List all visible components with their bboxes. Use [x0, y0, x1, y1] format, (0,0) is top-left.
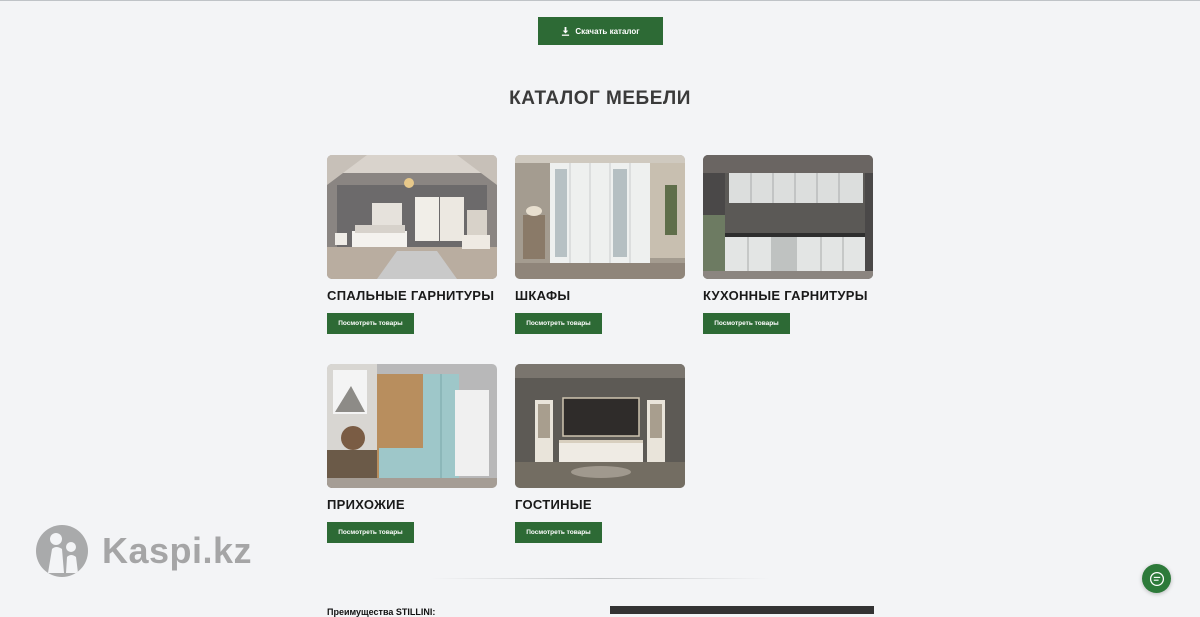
catalog-card-hallways — [327, 364, 497, 543]
wardrobe-photo[interactable] — [515, 155, 685, 279]
bedroom-photo[interactable] — [327, 155, 497, 279]
card-title: КУХОННЫЕ ГАРНИТУРЫ — [703, 288, 868, 303]
download-catalog-button[interactable] — [538, 17, 663, 45]
section-divider — [430, 578, 770, 579]
catalog-card-kitchens — [703, 155, 873, 334]
advantages-heading: Преимущества STILLINI: — [327, 607, 436, 617]
chat-icon — [1149, 571, 1165, 587]
card-title: ПРИХОЖИЕ — [327, 497, 405, 512]
catalog-card-living-rooms — [515, 364, 685, 543]
hallway-photo[interactable] — [327, 364, 497, 488]
dark-banner — [610, 606, 874, 614]
card-title: ГОСТИНЫЕ — [515, 497, 592, 512]
kaspi-watermark-text: Kaspi.kz — [102, 530, 253, 571]
chat-button[interactable] — [1142, 564, 1171, 593]
view-products-button[interactable]: Посмотреть товары — [703, 313, 790, 334]
view-products-button[interactable]: Посмотреть товары — [327, 313, 414, 334]
view-products-button[interactable]: Посмотреть товары — [327, 522, 414, 543]
top-border — [0, 0, 1200, 1]
kaspi-logo-icon — [36, 525, 88, 577]
card-title: ШКАФЫ — [515, 288, 571, 303]
page-title: КАТАЛОГ МЕБЕЛИ — [509, 88, 691, 109]
view-products-button[interactable]: Посмотреть товары — [515, 522, 602, 543]
kitchen-photo[interactable] — [703, 155, 873, 279]
view-products-button[interactable]: Посмотреть товары — [515, 313, 602, 334]
card-title: СПАЛЬНЫЕ ГАРНИТУРЫ — [327, 288, 495, 303]
catalog-card-wardrobes — [515, 155, 685, 334]
download-catalog-label: Скачать каталог — [575, 26, 640, 36]
catalog-card-bedroom — [327, 155, 497, 334]
kaspi-watermark — [36, 525, 252, 577]
living-room-photo[interactable] — [515, 364, 685, 488]
download-icon — [561, 27, 570, 36]
